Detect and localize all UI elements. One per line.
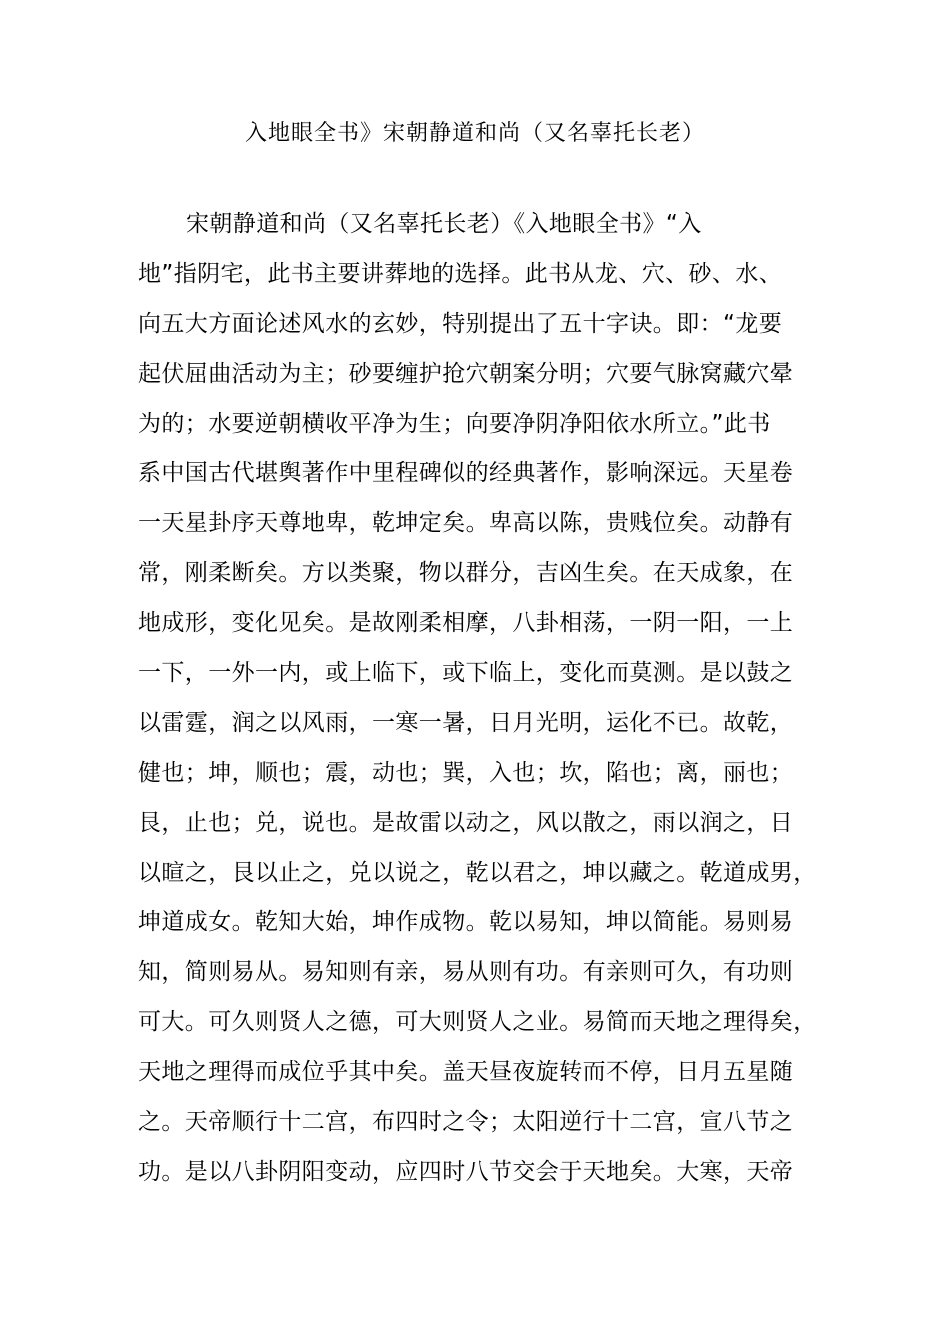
body-line: 以雷霆，润之以风雨，一寒一暑，日月光明，运化不已。故乾，: [138, 709, 794, 736]
body-line: 地成形，变化见矣。是故刚柔相摩，八卦相荡，一阴一阳，一上: [138, 610, 794, 637]
document-body: [138, 204, 818, 1202]
body-line: 健也；坤，顺也；震，动也；巽，入也；坎，陷也；离，丽也；: [138, 759, 794, 786]
body-line: 一下，一外一内，或上临下，或下临上，变化而莫测。是以鼓之: [138, 660, 794, 687]
body-line: 可大。可久则贤人之德，可大则贤人之业。易简而天地之理得矣，: [138, 1009, 817, 1036]
body-line: 地”指阴宅，此书主要讲葬地的选择。此书从龙、穴、砂、水、: [138, 260, 783, 287]
body-line: 一天星卦序天尊地卑，乾坤定矣。卑高以陈，贵贱位矣。动静有: [138, 510, 794, 537]
body-line: 起伏屈曲活动为主；砂要缠护抢穴朝案分明；穴要气脉窝藏穴晕: [138, 360, 794, 387]
document-title: 入地眼全书》宋朝静道和尚（又名辜托长老）: [244, 121, 705, 146]
body-line: 坤道成女。乾知大始，坤作成物。乾以易知，坤以简能。易则易: [138, 909, 794, 936]
body-line: 系中国古代堪舆著作中里程碑似的经典著作，影响深远。天星卷: [138, 460, 794, 487]
body-line: 功。是以八卦阴阳变动，应四时八节交会于天地矣。大寒，天帝: [138, 1158, 794, 1185]
body-line: 知，简则易从。易知则有亲，易从则有功。有亲则可久，有功则: [138, 959, 794, 986]
body-line: 向五大方面论述风水的玄妙，特别提出了五十字诀。即：“龙要: [138, 310, 783, 337]
body-line: 之。天帝顺行十二宫，布四时之令；太阳逆行十二宫，宣八节之: [138, 1109, 794, 1136]
body-line: 艮，止也；兑，说也。是故雷以动之，风以散之，雨以润之，日: [138, 809, 794, 836]
body-line: 以暄之，艮以止之，兑以说之，乾以君之，坤以藏之。乾道成男，: [138, 859, 817, 886]
body-line: 宋朝静道和尚（又名辜托长老）《入地眼全书》“入: [186, 211, 702, 237]
body-line: 天地之理得而成位乎其中矣。盖天昼夜旋转而不停，日月五星随: [138, 1059, 794, 1086]
body-line: 为的；水要逆朝横收平净为生；向要净阴净阳依水所立。”此书: [138, 410, 771, 437]
body-line: 常，刚柔断矣。方以类聚，物以群分，吉凶生矣。在天成象，在: [138, 560, 794, 587]
